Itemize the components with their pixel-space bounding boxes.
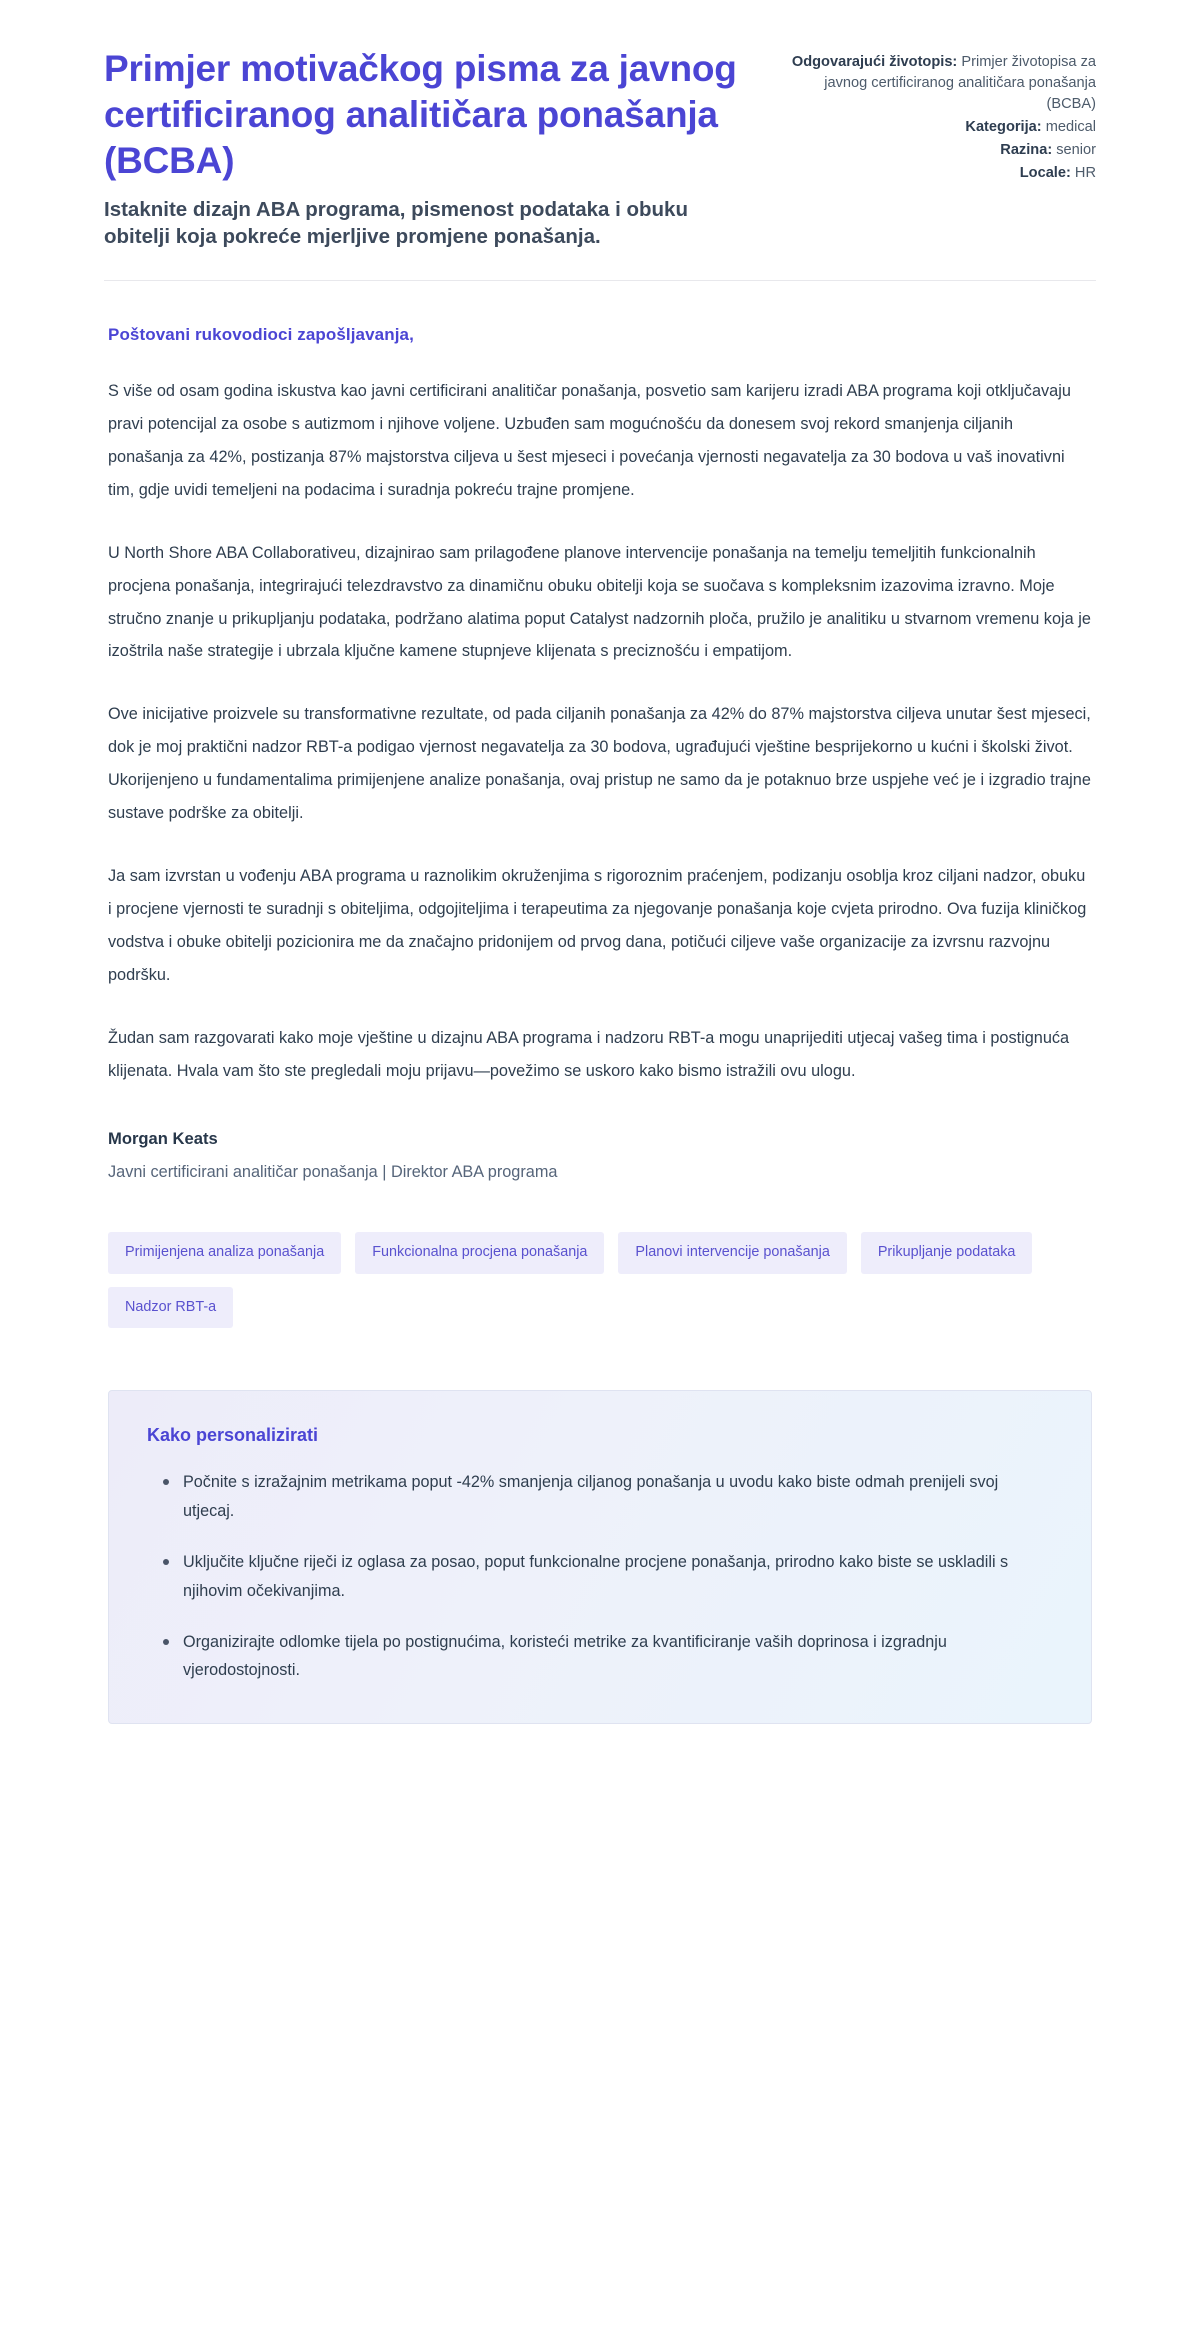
skill-tag[interactable]: Funkcionalna procjena ponašanja <box>355 1232 604 1273</box>
skill-tag[interactable]: Nadzor RBT-a <box>108 1287 233 1328</box>
meta-level <box>786 140 1096 161</box>
signature-name: Morgan Keats <box>108 1129 218 1149</box>
meta-value: Primjer životopisa za javnog certificiranog analitičara ponašanja (BCBA) <box>824 54 1096 112</box>
signature-role: Javni certificirani analitičar ponašanja | Direktor ABA programa <box>108 1163 558 1182</box>
letter-paragraph: Ove inicijative proizvele su transformativne rezultate, od pada ciljanih ponašanja za 42% do 87% majstorstva ciljeva unutar šest mjeseci, dok je moj praktični nadzor RBT-a podigao vjernost negavatelja za 30 bodova, ugrađujući vještine besprijekorno u kućni i školski život. Ukorijenjeno u fundamentalima primijenjene analize ponašanja, ovaj pristup ne samo da je potaknuo brze uspjehe već je i izgradio trajne sustave podrške za obitelji. <box>108 705 1091 823</box>
meta-matching-resume <box>786 52 1096 115</box>
header-divider <box>104 280 1096 281</box>
skill-tag-list <box>108 1232 1078 1328</box>
letter-paragraph: S više od osam godina iskustva kao javni certificirani analitičar ponašanja, posvetio sam karijeru izradi ABA programa koji otključavaju pravi potencijal za osobe s autizmom i njihove voljene. Uzbuđen sam mogućnošću da donesem svoj rekord smanjenja ciljanih ponašanja za 42%, postizanja 87% majstorstva ciljeva u šest mjeseci i povećanja vjernosti negavatelja za 30 bodova u vaš inovativni tim, gdje uvidi temeljeni na podacima i suradnja pokreću trajne promjene. <box>108 382 1071 499</box>
callout-tip-list <box>147 1468 1053 1685</box>
letter-paragraph: Žudan sam razgovarati kako moje vještine u dizajnu ABA programa i nadzoru RBT-a mogu unaprijediti utjecaj vašeg tima i postignuća klijenata. Hvala vam što ste pregledali moju prijavu—povežimo se uskoro kako bismo istražili ovu ulogu. <box>108 1028 1070 1080</box>
meta-label: Razina: <box>1000 142 1053 158</box>
meta-locale <box>786 163 1096 184</box>
meta-category <box>786 117 1096 138</box>
letter-paragraph: Ja sam izvrstan u vođenju ABA programa u raznolikim okruženjima s rigoroznim praćenjem, podizanju osoblja kroz ciljani nadzor, obuku i procjene vjernosti te suradnji s obiteljima, odgojiteljima i terapeutima za njegovanje ponašanja koje cvjeta prirodno. Ova fuzija kliničkog vodstva i obuke obitelji pozicionira me da značajno pridonijem od prvog dana, potičući ciljeve vaše organizacije za izvrsnu razvojnu podršku. <box>108 867 1087 984</box>
callout-tip-item: Počnite s izražajnim metrikama poput -42% smanjenja ciljanog ponašanja u uvodu kako biste odmah prenijeli svoj utjecaj. <box>169 1468 1053 1526</box>
meta-label: Locale: <box>1019 165 1071 181</box>
callout-title: Kako personalizirati <box>147 1425 319 1446</box>
meta-label: Odgovarajući životopis: <box>791 54 958 70</box>
meta-value: medical <box>1045 119 1096 135</box>
page-header <box>104 46 1096 276</box>
letter-paragraph: U North Shore ABA Collaborativeu, dizajnirao sam prilagođene planove intervencije ponašanja na temelju temeljitih funkcionalnih procjena ponašanja, integrirajući telezdravstvo za dinamičnu obuku obitelji koja se suočava s kompleksnim izazovima izravno. Moje stručno znanje u prikupljanju podataka, podržano alatima poput Catalyst nadzornih ploča, pružilo je analitiku u stvarnom vremenu koja je izoštrila naše strategije i ubrzala ključne kamene stupnjeve klijenata s preciznošću i empatijom. <box>108 543 1091 661</box>
header-title-block <box>104 46 746 250</box>
cover-letter-body <box>104 325 1096 1724</box>
meta-value: HR <box>1074 165 1096 181</box>
page-title: Primjer motivačkog pisma za javnog certificiranog analitičara ponašanja (BCBA) <box>104 48 737 181</box>
how-to-personalize-callout <box>108 1390 1092 1724</box>
skill-tag[interactable]: Primijenjena analiza ponašanja <box>108 1232 341 1273</box>
meta-value: senior <box>1056 142 1096 158</box>
skill-tag[interactable]: Planovi intervencije ponašanja <box>618 1232 846 1273</box>
letter-salutation: Poštovani rukovodioci zapošljavanja, <box>108 325 414 345</box>
skill-tag[interactable]: Prikupljanje podataka <box>861 1232 1033 1273</box>
callout-tip-item: Organizirajte odlomke tijela po postignućima, koristeći metrike za kvantificiranje vaših doprinosa i izgradnju vjerodostojnosti. <box>169 1628 1053 1686</box>
document-metadata <box>786 46 1096 186</box>
page-subtitle: Istaknite dizajn ABA programa, pismenost podataka i obuku obitelji koja pokreće mjerljive promjene ponašanja. <box>104 197 688 248</box>
callout-tip-item: Uključite ključne riječi iz oglasa za posao, poput funkcionalne procjene ponašanja, prirodno kako biste se uskladili s njihovim očekivanjima. <box>169 1548 1053 1606</box>
meta-label: Kategorija: <box>965 119 1042 135</box>
signature-block <box>108 1129 1092 1182</box>
